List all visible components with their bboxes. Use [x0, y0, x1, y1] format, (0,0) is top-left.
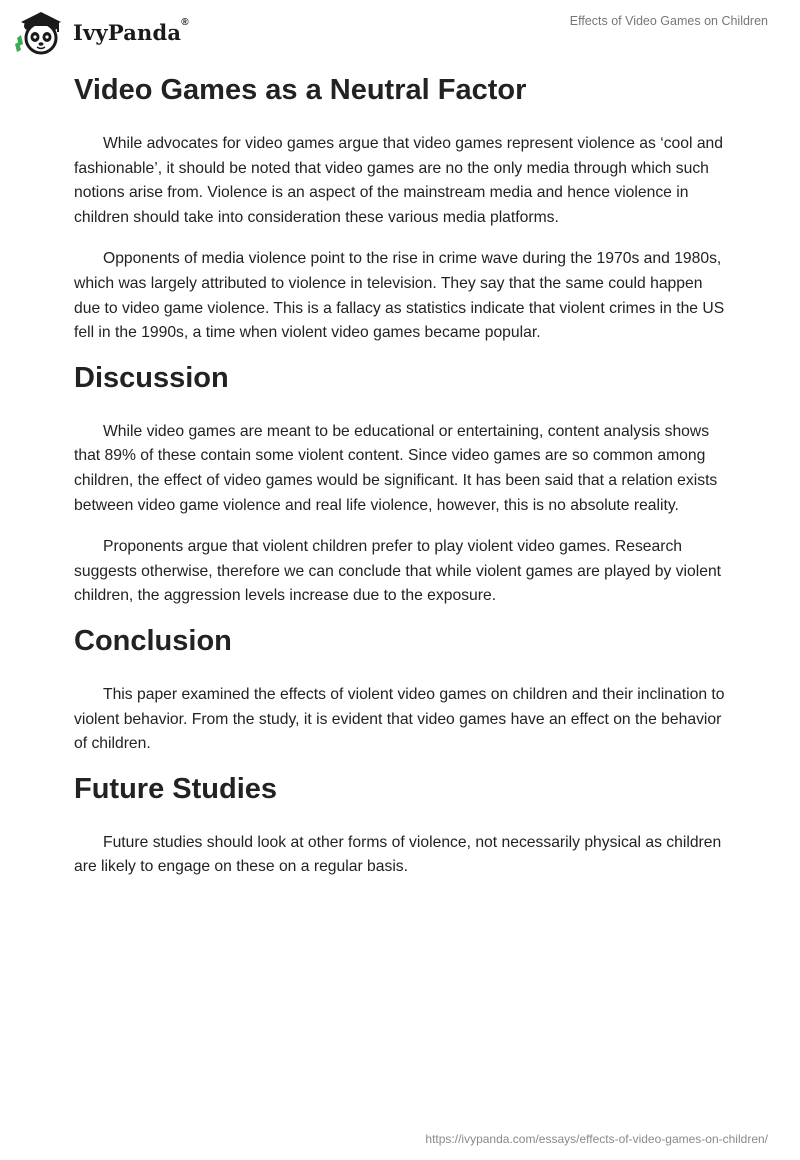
brand-name: IvyPanda® [73, 16, 189, 45]
section-title-future-studies: Future Studies [74, 772, 278, 805]
section-title-neutral-factor: Video Games as a Neutral Factor [74, 74, 527, 106]
paragraph: This paper examined the effects of violent video games on children and their inclination to violent behavior. From the study, it is evident that video games have an effect on the behavior of children. [74, 685, 725, 753]
section-title-discussion: Discussion [74, 361, 229, 394]
paragraph: Future studies should look at other forms of violence, not necessarily physical as children are likely to engage on these on a regular basis. [74, 833, 722, 876]
source-url-link[interactable]: https://ivypanda.com/essays/effects-of-video-games-on-children/ [425, 1132, 768, 1146]
panda-graduation-cap-icon [15, 8, 67, 56]
essay-content [74, 72, 726, 880]
paragraph: While advocates for video games argue that video games represent violence as ‘cool and fashionable’, it should be noted that video games are no the only media through which such notions arise from. Violence is an aspect of the mainstream media and hence violence in children should take into consideration these various media platforms. [74, 135, 724, 226]
paragraph: While video games are meant to be educational or entertaining, content analysis shows that 89% of these contain some violent content. Since video games are so common among children, the effect of video games would be significant. It has been said that a relation exists between video game violence and real life violence, however, this is no absolute reality. [74, 422, 718, 514]
paragraph: Proponents argue that violent children prefer to play violent video games. Research suggests otherwise, therefore we can conclude that while violent games are played by violent children, the aggression levels increase due to the exposure. [74, 538, 722, 605]
section-title-conclusion: Conclusion [74, 624, 232, 657]
document-title: Effects of Video Games on Children [569, 14, 768, 28]
page-header [0, 0, 800, 60]
paragraph: Opponents of media violence point to the rise in crime wave during the 1970s and 1980s, which was largely attributed to violence in television. They say that the same could happen due to video game violence. This is a fallacy as statistics indicate that violent crimes in the US fell in the 1990s, a time when violent video games became popular. [74, 250, 725, 342]
ivypanda-logo[interactable] [15, 8, 189, 56]
